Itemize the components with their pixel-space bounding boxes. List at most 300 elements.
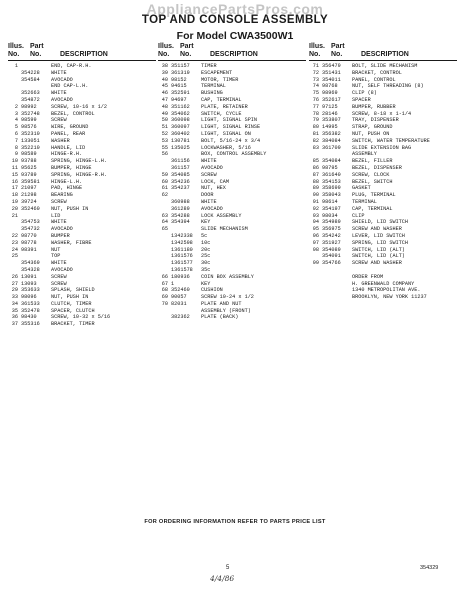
illus-number (158, 253, 171, 260)
parts-row (309, 165, 457, 172)
parts-row (8, 104, 156, 111)
part-description: SCREW (51, 198, 67, 205)
parts-row (158, 240, 306, 247)
parts-row (8, 131, 156, 138)
part-number: 351162 (171, 103, 190, 110)
illus-number: 66 (161, 273, 168, 280)
part-number: 82031 (171, 300, 187, 307)
part-number: 133051 (21, 137, 40, 144)
illus-number: 39 (161, 69, 168, 76)
illus-number (158, 260, 171, 267)
part-number: 13091 (21, 273, 37, 280)
parts-row (309, 226, 457, 233)
part-number: 21298 (21, 192, 37, 199)
illus-number: 72 (312, 69, 319, 76)
illus-number: 18 (11, 192, 18, 199)
parts-row (309, 213, 457, 220)
part-number (21, 213, 51, 220)
part-description: BUMPER, RUBBER (352, 103, 396, 110)
illus-number: 69 (161, 294, 168, 301)
part-description: BUMPER (51, 232, 70, 239)
part-description: CAP, TERMINAL (352, 205, 393, 212)
part-description: BROOKLYN, NEW YORK 11237 (352, 294, 427, 301)
illus-number: 2 (14, 103, 18, 110)
part-description: SPACER (352, 96, 371, 103)
illus-number: 56 (161, 151, 168, 158)
part-description: SCREW (51, 280, 67, 287)
parts-row (309, 111, 457, 118)
part-description: END, CAP-R.H. (51, 63, 92, 69)
header-no: No. (8, 51, 20, 58)
part-number: 98795 (322, 164, 338, 171)
part-number: 354197 (322, 205, 341, 212)
part-number: 358043 (322, 192, 341, 199)
part-description: LIGHT, SIGNAL ON (201, 130, 251, 137)
part-number (322, 151, 352, 158)
illus-number (309, 281, 322, 288)
part-description: SPRING, LID SWITCH (352, 239, 409, 246)
part-number: 1361578 (171, 266, 193, 273)
part-number: 352478 (21, 307, 40, 314)
part-description: GASKET (352, 185, 371, 192)
parts-row (158, 70, 306, 77)
part-description: LEVER, LID SWITCH (352, 232, 405, 239)
part-number: 356382 (322, 130, 341, 137)
page-title: TOP AND CONSOLE ASSEMBLY (141, 14, 329, 26)
part-description: CLUTCH, TIMER (51, 300, 92, 307)
parts-row (309, 70, 457, 77)
parts-row (309, 151, 457, 158)
illus-number: 20 (11, 205, 18, 212)
part-number: 354089 (322, 246, 341, 253)
illus-number (158, 206, 171, 213)
part-number: 361289 (171, 205, 190, 212)
part-description: SCREW (51, 273, 67, 280)
parts-column-3 (309, 43, 457, 301)
illus-number: 85 (312, 158, 319, 165)
part-number: 354989 (322, 219, 341, 226)
part-description: BUMPER, HINGE (51, 164, 92, 171)
parts-row (309, 179, 457, 186)
part-number: 98599 (21, 117, 37, 124)
part-description: STRAP, GROUND (352, 124, 393, 131)
illus-number: 53 (161, 137, 168, 144)
parts-row (158, 247, 306, 254)
part-number: 354228 (21, 69, 40, 76)
part-description: AVOCADO (51, 96, 73, 103)
illus-number: 47 (161, 96, 168, 103)
parts-row (309, 158, 457, 165)
parts-row (8, 206, 156, 213)
part-number: 130781 (171, 137, 190, 144)
illus-number: 92 (312, 205, 319, 212)
part-description: SCREW AND WASHER (352, 226, 402, 233)
parts-row (158, 151, 306, 158)
part-description: TERMINAL (201, 83, 226, 90)
illus-number (309, 294, 322, 301)
illus-number: 83 (312, 144, 319, 151)
parts-row (158, 192, 306, 199)
illus-number: 8 (14, 144, 18, 151)
illus-number: 51 (161, 124, 168, 131)
illus-number: 80 (312, 124, 319, 131)
part-description: SCREW, 10-16 x 1/2 (51, 103, 108, 110)
part-number: 98034 (322, 212, 338, 219)
part-number: 98391 (21, 246, 37, 253)
part-description: HANDLE, LID (51, 144, 86, 151)
illus-number (309, 287, 322, 294)
illus-number (8, 83, 21, 90)
header-description: DESCRIPTION (60, 51, 108, 58)
parts-row (309, 192, 457, 199)
part-description: TOP (51, 253, 61, 260)
part-description: BEARING (51, 192, 73, 199)
illus-number: 67 (161, 280, 168, 287)
part-number: 355316 (21, 321, 40, 328)
parts-row (158, 294, 306, 301)
part-number: 352663 (21, 90, 40, 97)
illus-number: 88 (312, 178, 319, 185)
part-number: 352310 (21, 130, 40, 137)
illus-number (8, 226, 21, 233)
part-description: NUT, HEX (201, 185, 226, 192)
part-number: 352210 (21, 144, 40, 151)
part-description: BOX, CONTROL ASSEMBLY (201, 151, 267, 158)
part-number: 361709 (322, 144, 341, 151)
part-description: BOLT, SLIDE MECHANISM (352, 63, 418, 69)
part-description: SPACER, CLUTCH (51, 307, 95, 314)
illus-number: 61 (161, 185, 168, 192)
part-number: 98768 (322, 83, 338, 90)
illus-number: 33 (11, 294, 18, 301)
part-description: PLUG, TERMINAL (352, 192, 396, 199)
parts-row (8, 165, 156, 172)
part-number: 93789 (21, 171, 37, 178)
illus-number: 26 (11, 273, 18, 280)
illus-number: 1 (14, 63, 18, 69)
parts-rows (309, 63, 457, 301)
part-description: SCREW (201, 171, 217, 178)
handwritten-date: 4/4/86 (210, 574, 235, 583)
part-number: 358699 (322, 185, 341, 192)
parts-row (158, 274, 306, 281)
part-number (322, 287, 352, 294)
illus-number: 36 (11, 314, 18, 321)
part-number: 354091 (322, 253, 341, 260)
illus-number (8, 97, 21, 104)
illus-number: 50 (161, 117, 168, 124)
illus-number: 55 (161, 144, 168, 151)
part-description: WHITE (51, 260, 67, 267)
illus-number: 60 (161, 178, 168, 185)
parts-row (8, 308, 156, 315)
illus-number (8, 219, 21, 226)
parts-row (309, 233, 457, 240)
part-number: 98614 (322, 198, 338, 205)
part-number: 135025 (171, 144, 190, 151)
parts-row (158, 90, 306, 97)
illus-number: 48 (161, 103, 168, 110)
parts-row (8, 185, 156, 192)
parts-row (158, 213, 306, 220)
part-description: 1340 METROPOLITAN AVE. (352, 287, 421, 294)
part-description: PANEL, REAR (51, 130, 86, 137)
illus-number (158, 247, 171, 254)
part-number (171, 151, 201, 158)
part-number: 384084 (322, 137, 341, 144)
part-number: 1342338 (171, 232, 193, 239)
part-description: ASSEMBLY (352, 151, 377, 158)
part-description: AVOCADO (51, 266, 73, 273)
parts-row (309, 117, 457, 124)
column-header (158, 43, 306, 61)
illus-number: 3 (14, 110, 18, 117)
part-description: SPRING, HINGE-R.H. (51, 171, 108, 178)
part-description: BOLT, 5/16-24 x 3/4 (201, 137, 261, 144)
illus-number: 35 (11, 307, 18, 314)
part-description: WHITE (51, 90, 67, 97)
illus-number: 27 (11, 280, 18, 287)
header-part-no: No. (180, 51, 192, 58)
header-part: Part (331, 43, 345, 50)
page-number: 5 (226, 565, 230, 571)
illus-number (309, 267, 322, 274)
parts-row (8, 77, 156, 84)
parts-row (8, 260, 156, 267)
part-number (322, 274, 352, 281)
part-number: 382362 (171, 314, 190, 321)
part-number: 354766 (322, 260, 341, 267)
parts-row (8, 294, 156, 301)
parts-row (309, 219, 457, 226)
illus-number (8, 90, 21, 97)
part-description: NUT (51, 246, 61, 253)
illus-number: 62 (161, 192, 168, 199)
illus-number: 22 (11, 232, 18, 239)
part-description: WHITE (51, 69, 67, 76)
parts-row (309, 104, 457, 111)
part-number: 354153 (322, 178, 341, 185)
page-subtitle: For Model CWA3500W1 (176, 30, 294, 42)
part-description: SCREW AND WASHER (352, 260, 402, 267)
parts-row (309, 267, 457, 274)
illus-number: 25 (11, 253, 18, 260)
part-number: 39724 (21, 198, 37, 205)
part-number: 94697 (171, 96, 187, 103)
illus-number: 17 (11, 185, 18, 192)
illus-number (8, 267, 21, 274)
part-description: SWITCH, WATER TEMPERATURE (352, 137, 430, 144)
part-description: PAD, HINGE (51, 185, 83, 192)
part-description: CUSHION (201, 287, 223, 294)
part-number (322, 267, 352, 274)
part-number (21, 63, 51, 70)
illus-number (309, 253, 322, 260)
part-description: AVOCADO (201, 205, 223, 212)
illus-number: 76 (312, 96, 319, 103)
ordering-note: FOR ORDERING INFORMATION REFER TO PARTS PRICE LIST (144, 519, 326, 525)
illus-number: 9 (14, 151, 18, 158)
header-no: No. (158, 51, 170, 58)
part-number: 1 (171, 280, 175, 287)
part-description: SWITCH, LID (ALT) (352, 246, 405, 253)
illus-number: 4 (14, 117, 18, 124)
part-description: NUT, PUSH IN (51, 205, 89, 212)
parts-row (309, 206, 457, 213)
illus-number: 24 (11, 246, 18, 253)
part-number: 354237 (171, 185, 190, 192)
part-number: 361533 (21, 300, 40, 307)
part-description: ORDER FROM (352, 273, 384, 280)
parts-row (8, 267, 156, 274)
parts-row (158, 314, 306, 321)
part-description: HINGE-R.H. (51, 151, 83, 158)
part-description: 5c (201, 232, 208, 239)
header-description: DESCRIPTION (210, 51, 258, 58)
part-description: SWITCH, LID (ALT) (352, 253, 405, 260)
part-number: 1361577 (171, 260, 193, 267)
parts-row (309, 97, 457, 104)
part-number: 360988 (171, 198, 190, 205)
parts-row (309, 287, 457, 294)
part-number: 98152 (171, 76, 187, 83)
illus-number: 87 (312, 171, 319, 178)
column-header (8, 43, 156, 61)
parts-column-2 (158, 43, 306, 321)
illus-number: 82 (312, 137, 319, 144)
illus-number: 71 (312, 63, 319, 69)
part-description: COIN BOX ASSEMBLY (201, 273, 254, 280)
parts-row (309, 77, 457, 84)
part-description: SLIDE MECHANISM (201, 226, 248, 233)
parts-row (158, 165, 306, 172)
parts-row (309, 274, 457, 281)
parts-row (8, 219, 156, 226)
illus-number: 40 (161, 76, 168, 83)
document-number: 354329 (420, 565, 439, 571)
part-number: 354328 (21, 266, 40, 273)
header-no: No. (309, 51, 321, 58)
part-number: 359581 (21, 178, 40, 185)
illus-number: 94 (312, 219, 319, 226)
part-description: SCREW, 8-18 x 1-1/4 (352, 110, 412, 117)
parts-row (158, 206, 306, 213)
part-description: BEZEL, DISPENSER (352, 164, 402, 171)
parts-row (309, 138, 457, 145)
illus-number: 15 (11, 171, 18, 178)
part-number: 354242 (322, 232, 341, 239)
part-number: 356479 (322, 63, 341, 69)
part-number (171, 226, 201, 233)
part-description: BEZEL, SWITCH (352, 178, 393, 185)
part-description: ESCAPEMENT (201, 69, 233, 76)
part-description: AVOCADO (201, 164, 223, 171)
illus-number: 7 (14, 137, 18, 144)
illus-number (8, 70, 21, 77)
part-description: 20c (201, 246, 211, 253)
header-part: Part (180, 43, 194, 50)
parts-row (309, 83, 457, 90)
part-number: 354085 (171, 171, 190, 178)
illus-number: 73 (312, 76, 319, 83)
part-description: SCREW 10-24 x 1/2 (201, 294, 254, 301)
parts-row (8, 138, 156, 145)
parts-row (8, 281, 156, 288)
illus-number: 52 (161, 130, 168, 137)
parts-row (8, 192, 156, 199)
part-description: PANEL, CONTROL (352, 76, 396, 83)
part-number: 361640 (322, 171, 341, 178)
part-description: LIGHT, SIGNAL SPIN (201, 117, 258, 124)
parts-row (8, 124, 156, 131)
parts-row (8, 158, 156, 165)
parts-row (8, 301, 156, 308)
part-description: HINGE-L.H. (51, 178, 83, 185)
header-part: Part (30, 43, 44, 50)
parts-row (158, 124, 306, 131)
part-number: 97125 (322, 103, 338, 110)
parts-row (158, 138, 306, 145)
part-number: 98992 (21, 103, 37, 110)
illus-number: 45 (161, 83, 168, 90)
illus-number: 38 (161, 63, 168, 69)
illus-number: 19 (11, 198, 18, 205)
part-number: 1361180 (171, 246, 193, 253)
part-number: 354584 (21, 76, 40, 83)
parts-row (158, 104, 306, 111)
part-number: 98430 (21, 314, 37, 321)
illus-number (158, 199, 171, 206)
parts-row (8, 240, 156, 247)
illus-number: 97 (312, 239, 319, 246)
part-description: 30c (201, 260, 211, 267)
part-number: 94615 (171, 83, 187, 90)
part-number: 93788 (21, 158, 37, 165)
illus-number: 16 (11, 178, 18, 185)
parts-row (158, 179, 306, 186)
illus-number: 59 (161, 171, 168, 178)
parts-row (158, 260, 306, 267)
part-number: 98778 (21, 239, 37, 246)
illus-number: 95 (312, 226, 319, 233)
illus-number: 78 (312, 110, 319, 117)
part-number: 360098 (171, 117, 190, 124)
parts-row (158, 308, 306, 315)
parts-row (8, 247, 156, 254)
parts-row (158, 83, 306, 90)
part-number: 98969 (322, 90, 338, 97)
column-header (309, 43, 457, 61)
parts-row (8, 151, 156, 158)
part-description: DOOR (201, 192, 214, 199)
illus-number: 96 (312, 232, 319, 239)
part-description: AVOCADO (51, 76, 73, 83)
part-description: WASHER (51, 137, 70, 144)
illus-number: 79 (312, 117, 319, 124)
part-description: TRAY, DISPENSER (352, 117, 399, 124)
parts-row (158, 111, 306, 118)
parts-row (309, 131, 457, 138)
part-number: 95625 (21, 164, 37, 171)
parts-row (309, 124, 457, 131)
part-number (171, 192, 201, 199)
parts-row (8, 70, 156, 77)
illus-number (8, 260, 21, 267)
part-number: 21097 (21, 185, 37, 192)
parts-column-1 (8, 43, 156, 328)
part-number: 14995 (322, 124, 338, 131)
parts-row (158, 97, 306, 104)
